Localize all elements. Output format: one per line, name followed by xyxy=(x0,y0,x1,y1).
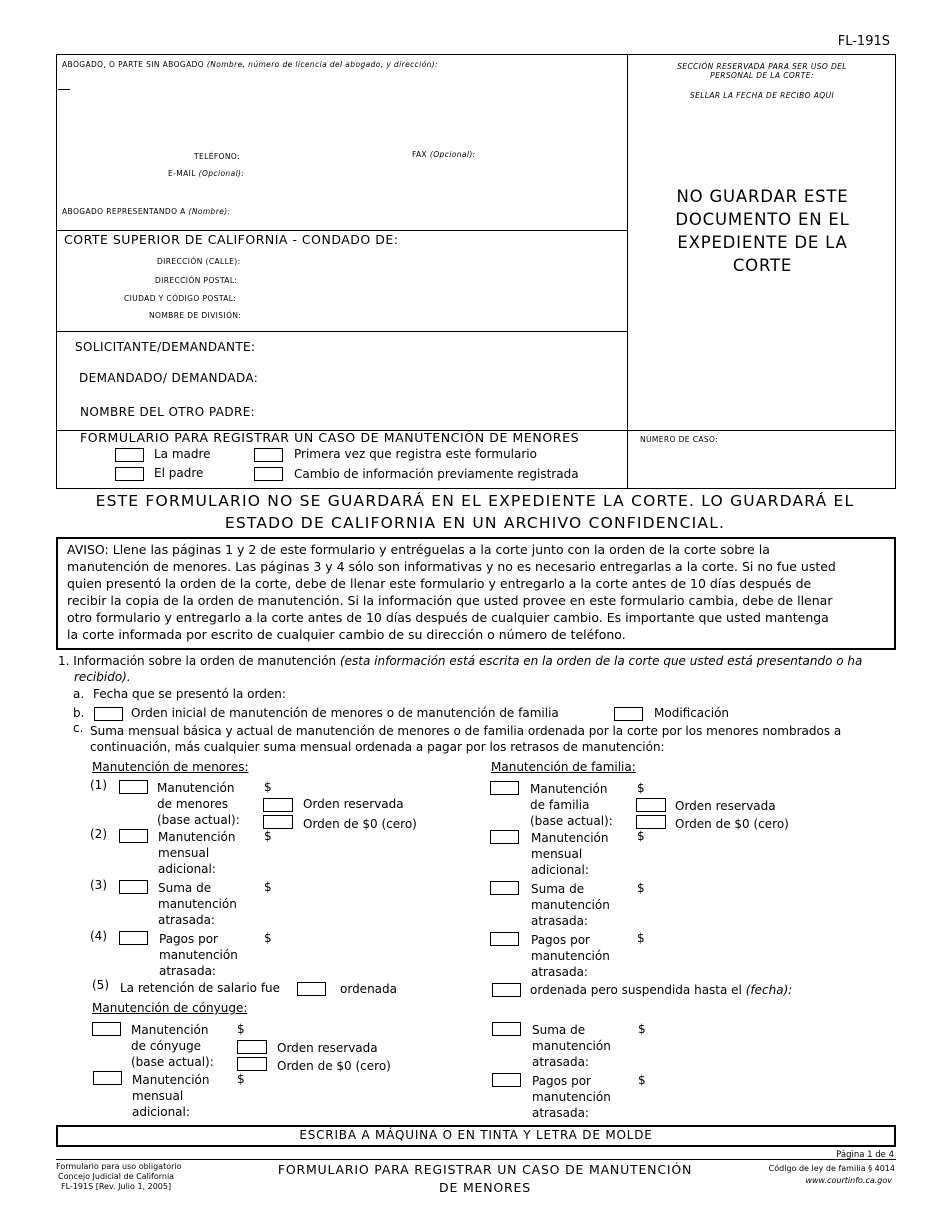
item-c-text-1: Suma mensual básica y actual de manutención de menores o de familia ordenada por la corte por los menores nombrados a xyxy=(90,724,842,738)
menores-base-checkbox[interactable] xyxy=(119,780,148,794)
page-number: Página 1 de 4 xyxy=(836,1150,894,1160)
menores-atrasada-label: Suma de manutención atrasada: xyxy=(158,881,237,927)
orden-reservada-label: Orden reservada xyxy=(675,799,776,813)
menores-reservada-checkbox[interactable] xyxy=(263,798,293,812)
row-num: (2) xyxy=(90,827,107,841)
abogado-rep-label: ABOGADO REPRESENTANDO A (Nombre): xyxy=(62,207,231,216)
conyuge-base-checkbox[interactable] xyxy=(92,1022,121,1036)
orden-cero-label: Orden de $0 (cero) xyxy=(675,817,789,831)
footer-left-1: Formulario para uso obligatorio xyxy=(56,1162,182,1171)
nombre-division-label: NOMBRE DE DIVISIÓN: xyxy=(149,311,242,320)
item-c-label: c. xyxy=(73,721,84,735)
familia-pagos-checkbox[interactable] xyxy=(490,932,519,946)
familia-reservada-checkbox[interactable] xyxy=(636,798,666,812)
fax-label: FAX (Opcional): xyxy=(412,150,476,159)
court-reserved-2: PERSONAL DE LA CORTE: xyxy=(710,71,814,80)
aviso-line: manutención de menores. Las páginas 3 y 4 sólo son informativas y no es necesario entregarlas a la corte. Si no fue usted xyxy=(67,559,836,574)
primera-vez-checkbox[interactable] xyxy=(254,448,283,462)
padre-checkbox[interactable] xyxy=(115,467,144,481)
familia-atrasada-checkbox[interactable] xyxy=(490,881,519,895)
menores-heading: Manutención de menores: xyxy=(92,760,249,774)
escriba-text: ESCRIBA A MÁQUINA O EN TINTA Y LETRA DE MOLDE xyxy=(299,1128,653,1142)
aviso-line: otro formulario y entregarlo a la corte antes de 10 días después de cualquier cambio. Es importante que usted mantenga xyxy=(67,610,829,625)
numero-caso-label: NÚMERO DE CASO: xyxy=(640,435,719,444)
attorney-label: ABOGADO, O PARTE SIN ABOGADO (Nombre, número de licencia del abogado, y dirección): xyxy=(62,60,439,69)
modificacion-checkbox[interactable] xyxy=(614,707,643,721)
no-guardar-notice: NO GUARDAR ESTE DOCUMENTO EN EL EXPEDIENTE DE LA CORTE xyxy=(675,187,850,275)
menores-adicional-label: Manutención mensual adicional: xyxy=(158,830,236,876)
banner-line-1: ESTE FORMULARIO NO SE GUARDARÁ EN EL EXPEDIENTE LA CORTE. LO GUARDARÁ EL xyxy=(95,492,855,510)
menores-pagos-checkbox[interactable] xyxy=(119,931,148,945)
direccion-calle-label: DIRECCIÓN (CALLE): xyxy=(157,257,241,266)
footer-left-2: Concejo Judicial de California xyxy=(58,1172,175,1181)
conyuge-reservada-checkbox[interactable] xyxy=(237,1040,267,1054)
familia-adicional-checkbox[interactable] xyxy=(490,830,519,844)
item-a-text: Fecha que se presentó la orden: xyxy=(93,687,286,701)
retencion-ordenada-checkbox[interactable] xyxy=(297,982,326,996)
menores-base-label: Manutención de menores (base actual): xyxy=(157,781,240,827)
dollar-sign: $ xyxy=(637,781,645,795)
conyuge-pagos-label: Pagos por manutención atrasada: xyxy=(532,1074,611,1120)
item-c-text-2: continuación, más cualquier suma mensual ordenada a pagar por los retrasos de manutención: xyxy=(90,740,665,754)
orden-inicial-label: Orden inicial de manutención de menores o de manutención de familia xyxy=(131,706,559,720)
familia-atrasada-label: Suma de manutención atrasada: xyxy=(531,882,610,928)
dollar-sign: $ xyxy=(264,829,272,843)
footer-title-1: FORMULARIO PARA REGISTRAR UN CASO DE MANUTENCIÓN xyxy=(277,1162,693,1177)
familia-adicional-label: Manutención mensual adicional: xyxy=(531,831,609,877)
footer-left-3: FL-191S [Rev. Julio 1, 2005] xyxy=(61,1182,172,1191)
menores-adicional-checkbox[interactable] xyxy=(119,829,148,843)
conyuge-base-label: Manutención de cónyuge (base actual): xyxy=(131,1023,214,1069)
footer-right-1: Código de ley de familia § 4014 xyxy=(768,1164,895,1173)
dollar-sign: $ xyxy=(637,881,645,895)
aviso-line: quien presentó la orden de la corte, debe de llenar este formulario y entregarlo a la corte antes de 10 días después de xyxy=(67,576,812,591)
dollar-sign: $ xyxy=(264,880,272,894)
form-title: FORMULARIO PARA REGISTRAR UN CASO DE MANUTENCIÓN DE MENORES xyxy=(80,430,580,445)
section1-title: 1. Información sobre la orden de manutención (esta información está escrita en la orden de la corte que usted está presentando o ha xyxy=(58,654,863,668)
dollar-sign: $ xyxy=(264,780,272,794)
familia-base-label: Manutención de familia (base actual): xyxy=(530,782,613,828)
dollar-sign: $ xyxy=(637,829,645,843)
row-num: (1) xyxy=(90,778,107,792)
item-a-label: a. xyxy=(73,687,85,701)
conyuge-adicional-label: Manutención mensual adicional: xyxy=(132,1073,210,1119)
direccion-postal-label: DIRECCIÓN POSTAL: xyxy=(155,276,238,285)
cambio-info-label: Cambio de información previamente registrada xyxy=(294,467,579,481)
dollar-sign: $ xyxy=(638,1073,646,1087)
orden-cero-label: Orden de $0 (cero) xyxy=(277,1059,391,1073)
menores-cero-checkbox[interactable] xyxy=(263,815,293,829)
dollar-sign: $ xyxy=(638,1022,646,1036)
cambio-info-checkbox[interactable] xyxy=(254,467,283,481)
madre-label: La madre xyxy=(154,447,211,461)
otro-padre-label: NOMBRE DEL OTRO PADRE: xyxy=(80,405,256,419)
orden-cero-label: Orden de $0 (cero) xyxy=(303,817,417,831)
conyuge-atrasada-checkbox[interactable] xyxy=(492,1022,521,1036)
dollar-sign: $ xyxy=(237,1072,245,1086)
row-num: (4) xyxy=(90,929,107,943)
suspendida-label: ordenada pero suspendida hasta el (fecha): xyxy=(530,983,793,997)
court-reserved-3: SELLAR LA FECHA DE RECIBO AQUI xyxy=(689,91,835,100)
section1-title-note: recibido). xyxy=(74,670,131,684)
dollar-sign: $ xyxy=(264,931,272,945)
familia-heading: Manutención de familia: xyxy=(491,760,636,774)
solicitante-label: SOLICITANTE/DEMANDANTE: xyxy=(75,340,256,354)
aviso-line: recibir la copia de la orden de manutención. Si la información que usted provee en este formulario cambia, debe de llenar xyxy=(67,593,833,608)
row-num: (5) xyxy=(92,978,109,992)
row-num: (3) xyxy=(90,878,107,892)
footer-url[interactable]: www.courtinfo.ca.gov xyxy=(805,1176,892,1185)
court-reserved-1: SECCIÓN RESERVADA PARA SER USO DEL xyxy=(677,62,847,71)
menores-pagos-label: Pagos por manutención atrasada: xyxy=(159,932,238,978)
footer-title-2: DE MENORES xyxy=(439,1180,531,1195)
orden-inicial-checkbox[interactable] xyxy=(94,707,123,721)
retencion-label: La retención de salario fue xyxy=(120,981,281,995)
form-id: FL-191S xyxy=(837,34,890,49)
padre-label: El padre xyxy=(154,466,204,480)
telefono-label: TELÉFONO: xyxy=(194,152,240,161)
item-b-label: b. xyxy=(73,706,85,720)
retencion-suspendida-checkbox[interactable] xyxy=(492,983,521,997)
email-label: E-MAIL (Opcional): xyxy=(168,169,245,178)
familia-base-checkbox[interactable] xyxy=(490,781,519,795)
court-title: CORTE SUPERIOR DE CALIFORNIA - CONDADO DE: xyxy=(64,232,399,247)
modificacion-label: Modificación xyxy=(654,706,730,720)
conyuge-pagos-checkbox[interactable] xyxy=(492,1073,521,1087)
conyuge-adicional-checkbox[interactable] xyxy=(93,1071,122,1085)
conyuge-heading: Manutención de cónyuge: xyxy=(92,1001,248,1015)
demandado-label: DEMANDADO/ DEMANDADA: xyxy=(79,371,259,385)
familia-pagos-label: Pagos por manutención atrasada: xyxy=(531,933,610,979)
orden-reservada-label: Orden reservada xyxy=(277,1041,378,1055)
ciudad-cp-label: CIUDAD Y CÓDIGO POSTAL: xyxy=(124,294,237,303)
conyuge-cero-checkbox[interactable] xyxy=(237,1057,267,1071)
banner-line-2: ESTADO DE CALIFORNIA EN UN ARCHIVO CONFIDENCIAL. xyxy=(224,514,726,532)
orden-reservada-label: Orden reservada xyxy=(303,797,404,811)
madre-checkbox[interactable] xyxy=(115,448,144,462)
menores-atrasada-checkbox[interactable] xyxy=(119,880,148,894)
conyuge-atrasada-label: Suma de manutención atrasada: xyxy=(532,1023,611,1069)
aviso-line: AVISO: Llene las páginas 1 y 2 de este formulario y entréguelas a la corte junto con la orden de la corte sobre la xyxy=(67,542,770,557)
aviso-line: la corte informada por escrito de cualquier cambio de su dirección o número de teléfono. xyxy=(67,627,626,642)
primera-vez-label: Primera vez que registra este formulario xyxy=(294,447,537,461)
dollar-sign: $ xyxy=(637,931,645,945)
ordenada-label: ordenada xyxy=(340,982,397,996)
familia-cero-checkbox[interactable] xyxy=(636,815,666,829)
dollar-sign: $ xyxy=(237,1022,245,1036)
